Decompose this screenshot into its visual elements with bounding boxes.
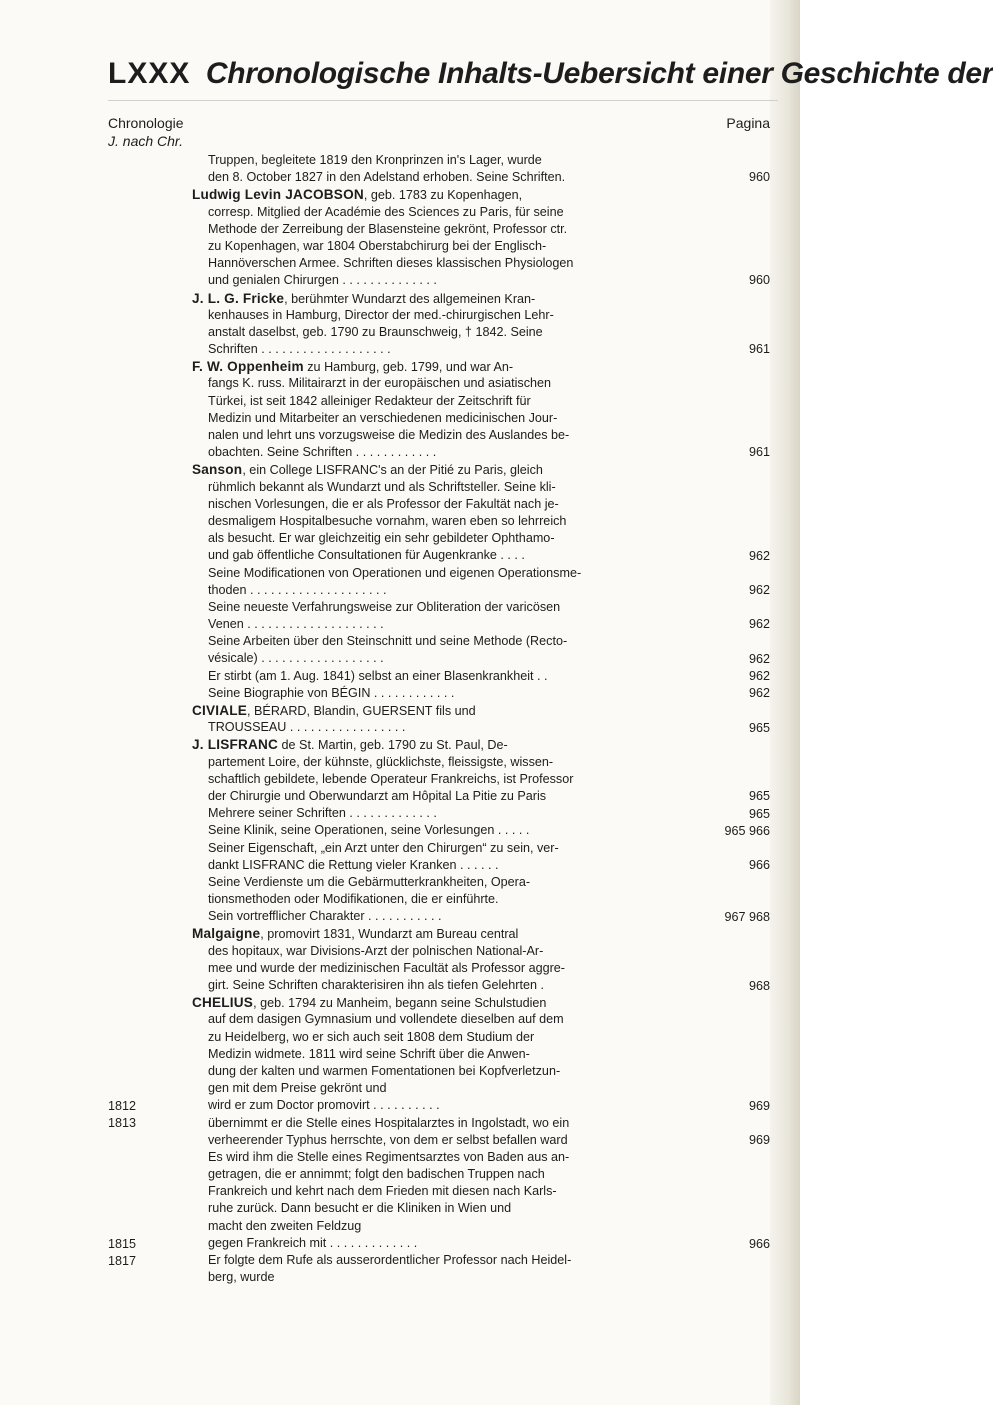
text-line: tionsmethoden oder Modifikationen, die er einführte.: [208, 892, 499, 907]
text-body: [192, 152, 692, 1286]
page-reference: 962: [748, 651, 770, 666]
text-line: und gab öffentliche Consultationen für Augenkranke . . . .: [208, 548, 525, 563]
text-line: desmaligem Hospitalbesuche vornahm, waren eben so lehrreich: [208, 513, 567, 528]
year-marker: 1815: [108, 1236, 137, 1251]
text-line: Schriften . . . . . . . . . . . . . . . . . . .: [208, 342, 391, 357]
text-line: den 8. October 1827 in den Adelstand erhoben. Seine Schriften.: [208, 170, 566, 185]
text-line: corresp. Mitglied der Académie des Sciences zu Paris, für seine: [208, 204, 564, 219]
text-line: der Chirurgie und Oberwundarzt am Hôpital La Pitie zu Paris: [208, 788, 547, 803]
text-line: Seine neueste Verfahrungsweise zur Obliteration der varicösen: [208, 599, 561, 614]
text-line: dung der kalten und warmen Fomentationen bei Kopfverletzun-: [208, 1063, 561, 1078]
entry-name: Sanson: [192, 462, 243, 478]
text-line: rühmlich bekannt als Wundarzt und als Schriftsteller. Seine kli-: [208, 479, 556, 494]
text-line: F. W. Oppenheim zu Hamburg, geb. 1799, und war An-: [192, 359, 514, 375]
text-line: des hopitaux, war Divisions-Arzt der polnischen National-Ar-: [208, 943, 544, 958]
page-reference: 962: [748, 669, 770, 683]
page-reference: 962: [748, 617, 770, 632]
text-line: und genialen Chirurgen . . . . . . . . . . . . . .: [208, 273, 437, 288]
text-line: Frankreich und kehrt nach dem Frieden mit diesen nach Karls-: [208, 1184, 557, 1199]
page-reference: 966: [748, 1236, 770, 1251]
page-reference: 962: [748, 548, 770, 563]
year-marker: 1812: [108, 1099, 137, 1113]
chronology-column-heading: [108, 114, 258, 150]
page-reference: 965: [748, 789, 770, 804]
text-line: Venen . . . . . . . . . . . . . . . . . . . .: [208, 617, 384, 632]
year-marker: 1813: [108, 1116, 137, 1131]
page-reference: 962: [748, 686, 770, 701]
text-line: Truppen, begleitete 1819 den Kronprinzen in's Lager, wurde: [208, 153, 542, 167]
page-reference: 967 968: [724, 909, 770, 924]
text-line: getragen, die er annimmt; folgt den badischen Truppen nach: [208, 1167, 545, 1182]
text-line: obachten. Seine Schriften . . . . . . . . . . . .: [208, 445, 437, 460]
text-line: auf dem dasigen Gymnasium und vollendete dieselben auf dem: [208, 1012, 564, 1027]
text-line: Medizin widmete. 1811 wird seine Schrift über die Anwen-: [208, 1046, 530, 1061]
running-title: Chronologische Inhalts-Uebersicht einer Geschichte der: [205, 57, 993, 90]
text-line: Er stirbt (am 1. Aug. 1841) selbst an einer Blasenkrankheit . .: [208, 668, 548, 683]
text-line: schaftlich gebildete, lebende Operateur Frankreichs, ist Professor: [208, 771, 574, 786]
entry-name: J. L. G. Fricke: [192, 290, 285, 306]
text-line: J. L. G. Fricke, berühmter Wundarzt des allgemeinen Kran-: [192, 290, 536, 306]
page-reference: 961: [748, 445, 770, 460]
text-line: dankt LISFRANC die Rettung vieler Kranken . . . . . .: [208, 857, 499, 872]
text-line: wird er zum Doctor promovirt . . . . . . . . . .: [208, 1098, 440, 1113]
chronology-label: Chronologie: [108, 115, 184, 131]
text-line: gegen Frankreich mit . . . . . . . . . . . . .: [208, 1235, 418, 1250]
text-line: kenhauses in Hamburg, Director der med.-chirurgischen Lehr-: [208, 307, 554, 322]
text-line: Sanson, ein College LISFRANC's an der Pitié zu Paris, gleich: [192, 462, 543, 478]
page-reference: 965: [748, 806, 770, 821]
text-line: Sein vortrefflicher Charakter . . . . . . . . . . .: [208, 909, 442, 924]
page-reference: 965: [748, 720, 770, 735]
page-number-roman: LXXX: [108, 57, 191, 90]
page-reference: 968: [748, 978, 770, 993]
text-line: girt. Seine Schriften charakterisiren ihn als tiefen Gelehrten .: [208, 978, 545, 992]
page-header: [108, 56, 993, 92]
text-line: macht den zweiten Feldzug: [208, 1218, 362, 1233]
text-line: anstalt daselbst, geb. 1790 zu Braunschweig, † 1842. Seine: [208, 324, 543, 339]
entry-name: F. W. Oppenheim: [192, 359, 304, 375]
text-line: Ludwig Levin JACOBSON, geb. 1783 zu Kopenhagen,: [192, 187, 523, 203]
page-reference: 962: [748, 583, 770, 597]
text-line: CHELIUS, geb. 1794 zu Manheim, begann seine Schulstudien: [192, 995, 547, 1011]
text-line: Seine Biographie von BÉGIN . . . . . . . . . . . .: [208, 685, 455, 700]
text-line: mee und wurde der medizinischen Facultät als Professor aggre-: [208, 960, 565, 975]
text-line: Es wird ihm die Stelle eines Regimentsarztes von Baden aus an-: [208, 1149, 570, 1164]
text-line: Türkei, ist seit 1842 alleiniger Redakteur der Zeitschrift für: [208, 393, 531, 408]
chronology-sublabel: J. nach Chr.: [108, 133, 183, 149]
text-line: Mehrere seiner Schriften . . . . . . . . . . . . .: [208, 806, 437, 821]
pagina-column-heading: Pagina: [726, 115, 770, 131]
entry-name: CHELIUS: [192, 995, 254, 1011]
text-line: berg, wurde: [208, 1270, 275, 1285]
text-line: vésicale) . . . . . . . . . . . . . . . . . .: [208, 651, 384, 666]
entry-name: J. LISFRANC: [192, 737, 279, 753]
entry-name: Malgaigne: [192, 926, 261, 942]
entry-name: CIVIALE: [192, 703, 248, 718]
text-line: Malgaigne, promovirt 1831, Wundarzt am Bureau central: [192, 926, 519, 942]
text-line: fangs K. russ. Militairarzt in der europäischen und asiatischen: [208, 376, 552, 391]
page-edge-shadow: [770, 0, 800, 1405]
page-reference: 961: [748, 342, 770, 357]
year-marker: 1817: [108, 1253, 137, 1268]
text-line: Seine Arbeiten über den Steinschnitt und seine Methode (Recto-: [208, 634, 568, 649]
text-line: partement Loire, der kühnste, glücklichste, fleissigste, wissen-: [208, 754, 554, 769]
text-line: zu Heidelberg, wo er sich auch seit 1808 dem Studium der: [208, 1029, 535, 1044]
text-line: Seiner Eigenschaft, „ein Arzt unter den Chirurgen“ zu sein, ver-: [208, 840, 559, 855]
page-reference: 960: [748, 170, 770, 185]
header-divider: [108, 100, 778, 101]
text-line: Seine Modificationen von Operationen und eigenen Operationsme-: [208, 565, 582, 580]
text-line: CIVIALE, BÉRARD, Blandin, GUERSENT fils und: [192, 703, 476, 718]
page-reference: 966: [748, 858, 770, 873]
entry-name: Ludwig Levin JACOBSON: [192, 187, 364, 203]
text-line: Seine Klinik, seine Operationen, seine Vorlesungen . . . . .: [208, 823, 530, 838]
text-line: J. LISFRANC de St. Martin, geb. 1790 zu St. Paul, De-: [192, 737, 508, 753]
page-reference: 960: [748, 273, 770, 288]
text-line: übernimmt er die Stelle eines Hospitalarztes in Ingolstadt, wo ein: [208, 1115, 570, 1130]
page-reference: 969: [748, 1133, 770, 1148]
text-line: nalen und lehrt uns vorzugsweise die Medizin des Auslandes be-: [208, 428, 570, 442]
text-line: thoden . . . . . . . . . . . . . . . . . . . .: [208, 582, 387, 597]
text-line: Seine Verdienste um die Gebärmutterkrankheiten, Opera-: [208, 874, 531, 889]
text-line: Hannöverschen Armee. Schriften dieses klassischen Physiologen: [208, 256, 574, 271]
text-line: zu Kopenhagen, war 1804 Oberstabchirurg bei der Englisch-: [208, 238, 547, 253]
text-line: Medizin und Mitarbeiter an verschiedenen medicinischen Jour-: [208, 410, 558, 425]
page-reference: 969: [748, 1099, 770, 1113]
text-line: TROUSSEAU . . . . . . . . . . . . . . . . .: [208, 720, 406, 735]
text-line: ruhe zurück. Dann besucht er die Kliniken in Wien und: [208, 1201, 512, 1216]
text-line: nischen Vorlesungen, die er als Professor der Fakultät nach je-: [208, 496, 559, 511]
text-line: verheerender Typhus herrschte, von dem er selbst befallen ward: [208, 1132, 568, 1147]
text-line: gen mit dem Preise gekrönt und: [208, 1081, 387, 1096]
text-line: als besucht. Er war gleichzeitig ein sehr gebildeter Ophthamo-: [208, 531, 555, 546]
page-reference: 965 966: [724, 823, 770, 838]
text-line: Methode der Zerreibung der Blasensteine gekrönt, Professor ctr.: [208, 221, 568, 236]
text-line: Er folgte dem Rufe als ausserordentlicher Professor nach Heidel-: [208, 1253, 572, 1267]
